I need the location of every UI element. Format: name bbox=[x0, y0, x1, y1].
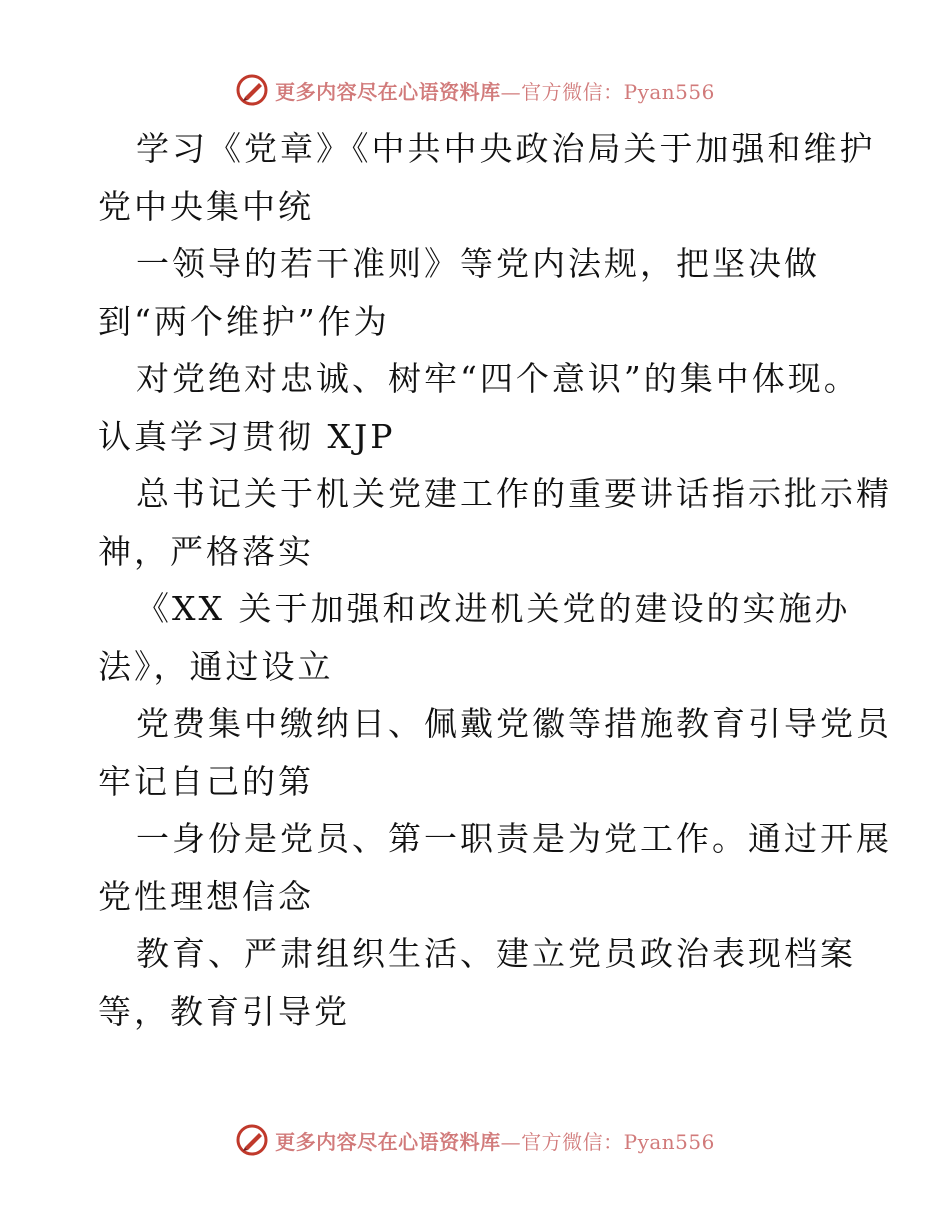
watermark-text: 更多内容尽在心语资料库—官方微信：Pyan556 bbox=[275, 1129, 715, 1154]
text-line: 神，严格落实 bbox=[98, 531, 314, 571]
text-line: 等，教育引导党 bbox=[98, 991, 350, 1031]
header-watermark bbox=[0, 70, 950, 110]
text-line: 教育、严肃组织生活、建立党员政治表现档案 bbox=[136, 934, 856, 973]
text-line: 对党绝对忠诚、树牢“四个意识”的集中体现。 bbox=[136, 359, 860, 398]
document-body bbox=[98, 120, 892, 1040]
text-line: 党中央集中统 bbox=[98, 186, 314, 226]
footer-watermark bbox=[0, 1120, 950, 1160]
text-line: 牢记自己的第 bbox=[98, 761, 314, 801]
text-line: 总书记关于机关党建工作的重要讲话指示批示精 bbox=[136, 474, 892, 513]
text-line: 法》，通过设立 bbox=[98, 646, 334, 686]
text-line: 一领导的若干准则》等党内法规，把坚决做 bbox=[136, 244, 820, 283]
pen-logo-icon bbox=[235, 73, 269, 107]
text-line: 《XX 关于加强和改进机关党的建设的实施办 bbox=[136, 589, 851, 628]
text-line: 到“两个维护”作为 bbox=[98, 301, 390, 341]
text-line: 党费集中缴纳日、佩戴党徽等措施教育引导党员 bbox=[136, 704, 892, 743]
text-line: 学习《党章》《中共中央政治局关于加强和维护 bbox=[136, 129, 876, 168]
watermark-text: 更多内容尽在心语资料库—官方微信：Pyan556 bbox=[275, 79, 715, 104]
text-line: 党性理想信念 bbox=[98, 876, 314, 916]
text-line: 认真学习贯彻 XJP bbox=[98, 416, 396, 456]
pen-logo-icon bbox=[235, 1123, 269, 1157]
text-line: 一身份是党员、第一职责是为党工作。通过开展 bbox=[136, 819, 892, 858]
